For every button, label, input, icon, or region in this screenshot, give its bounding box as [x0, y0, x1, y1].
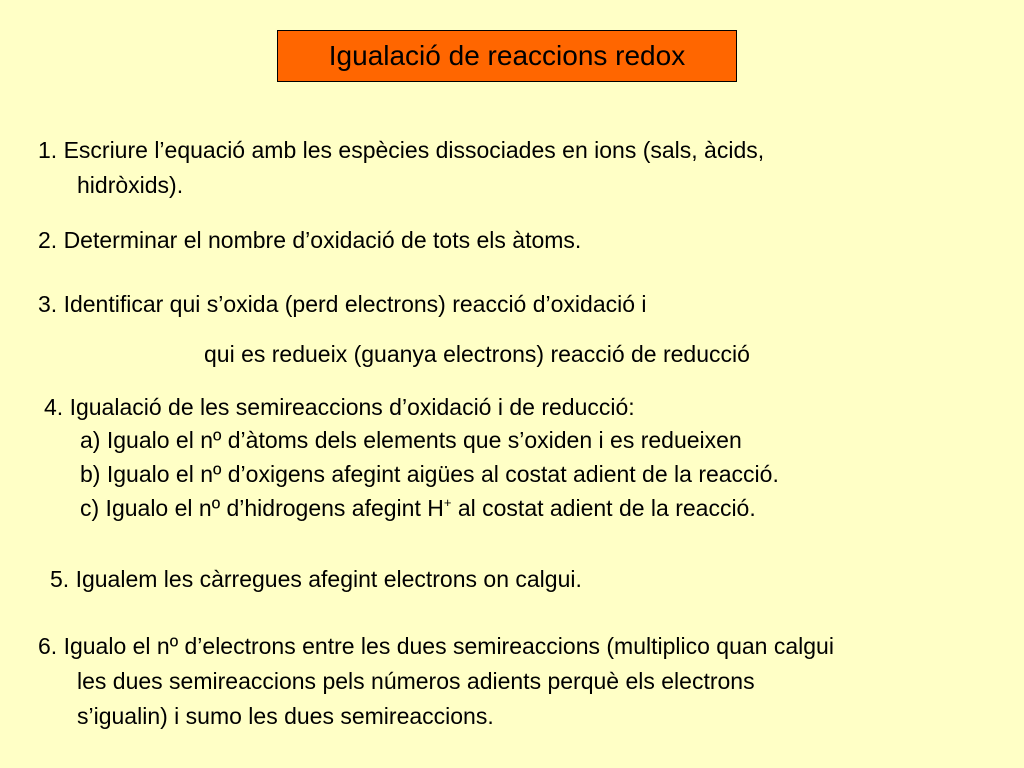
step-4-item-b: b) Igualo el nº d’oxigens afegint aigües al costat adient de la reacció.	[80, 461, 779, 487]
page-title: Igualació de reaccions redox	[328, 40, 686, 71]
step-6-line-1: 6. Igualo el nº d’electrons entre les dues semireaccions (multiplico quan calgui	[38, 633, 834, 659]
step-1-line-2: hidròxids).	[77, 172, 184, 198]
step-4-item-c-text-end: al costat adient de la reacció.	[451, 495, 756, 521]
step-6-line-3: s’igualin) i sumo les dues semireaccions.	[77, 703, 494, 729]
step-5-line-1: 5. Igualem les càrregues afegint electrons on calgui.	[50, 566, 582, 592]
step-4-item-c-text: c) Igualo el nº d’hidrogens afegint H	[80, 495, 444, 521]
step-4-item-c	[80, 495, 756, 521]
step-6-line-2: les dues semireaccions pels números adients perquè els electrons	[77, 668, 755, 694]
step-3-line-2: qui es redueix (guanya electrons) reacció de reducció	[204, 341, 750, 367]
proton-charge-superscript: +	[443, 495, 452, 510]
step-4-item-a: a) Igualo el nº d’àtoms dels elements que s’oxiden i es redueixen	[80, 427, 742, 453]
title-box	[277, 30, 737, 82]
step-3-line-1: 3. Identificar qui s’oxida (perd electrons) reacció d’oxidació i	[38, 291, 647, 317]
step-4-line-1: 4. Igualació de les semireaccions d’oxidació i de reducció:	[44, 394, 635, 420]
step-1-line-1: 1. Escriure l’equació amb les espècies dissociades en ions (sals, àcids,	[38, 137, 765, 163]
step-2-line-1: 2. Determinar el nombre d’oxidació de tots els àtoms.	[38, 227, 582, 253]
